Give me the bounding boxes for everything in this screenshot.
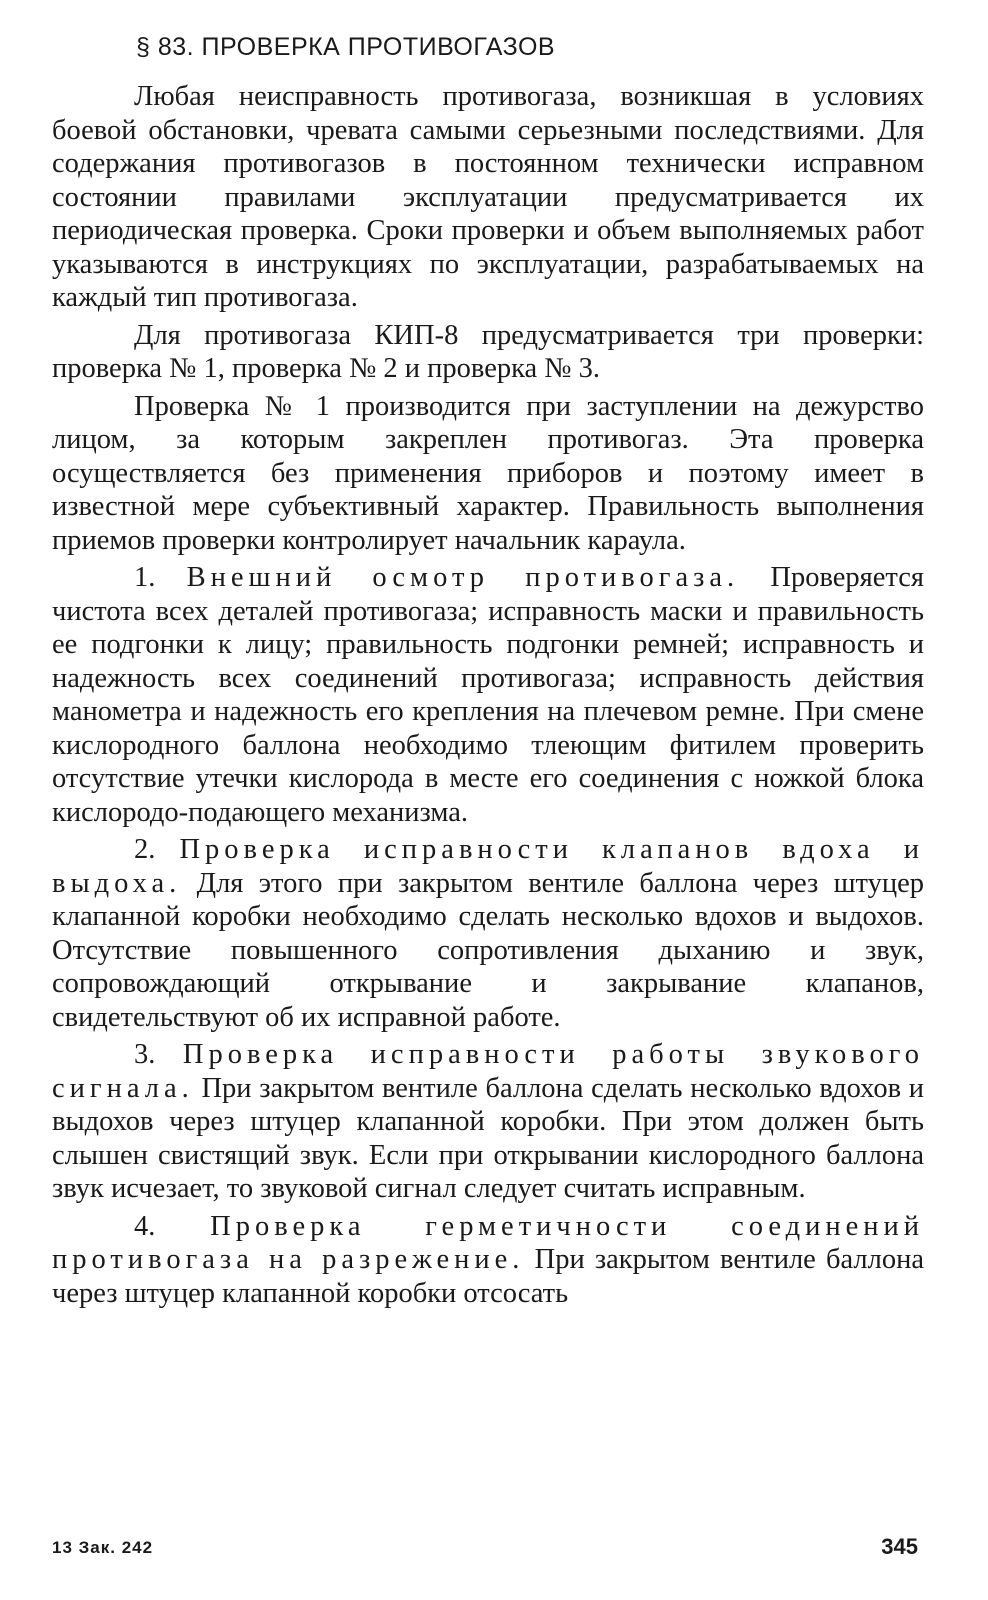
- item-text: При закрытом вентиле баллона сделать несколько вдохов и выдохов через штуцер клапанной коробки. При этом должен быть слышен свистящий звук. Если при открывании кислородного баллона звук исчезает, то звуковой сигнал следует считать исправным.: [52, 1072, 924, 1204]
- item-text: Проверяется чистота всех деталей противогаза; исправность маски и правильность ее подгонки к лицу; правильность подгонки ремней; исправность и надежность всех соединений противогаза; исправность действия манометра и надежность его крепления на плечевом ремне. При смене кислородного баллона необходимо тлеющим фитилем проверить отсутствие утечки кислорода в месте его соединения с ножкой блока кислородо-подающего механизма.: [52, 562, 924, 828]
- item-text: При закрытом вентиле баллона через штуцер клапанной коробки отсосать: [52, 1244, 924, 1309]
- item-number: 3.: [134, 1039, 156, 1070]
- item-heading: Проверка исправности работы звукового сигнала.: [52, 1039, 924, 1104]
- item-number: 1.: [134, 562, 156, 593]
- section-title: § 83. ПРОВЕРКА ПРОТИВОГАЗОВ: [136, 33, 556, 61]
- list-item: [52, 1038, 924, 1206]
- printer-signature: 13 Зак. 242: [52, 1538, 154, 1557]
- paragraph-intro: Любая неисправность противогаза, возникшая в условиях боевой обстановки, чревата самыми серьезными последствиями. Для содержания противогазов в постоянном технически исправном состоянии правилами эксплуатации предусматривается их периодическая проверка. Сроки проверки и объем выполняемых работ указываются в инструкциях по эксплуатации, разрабатываемых на каждый тип противогаза.: [52, 81, 924, 313]
- item-text: Для этого при закрытом вентиле баллона через штуцер клапанной коробки необходимо сделать несколько вдохов и выдохов. Отсутствие повышенного сопротивления дыханию и звук, сопровождающий открывание и закрывание клапанов, свидетельствуют об их исправной работе.: [52, 867, 924, 1033]
- list-item: [52, 561, 924, 829]
- paragraph-checks-list: Для противогаза КИП-8 предусматривается три проверки: проверка № 1, проверка № 2 и проверка № 3.: [52, 319, 924, 384]
- paragraph-check-1: Проверка № 1 производится при заступлении на дежурство лицом, за которым закреплен противогаз. Эта проверка осуществляется без применения приборов и поэтому имеет в известной мере субъективный характер. Правильность выполнения приемов проверки контролирует начальник караула.: [52, 390, 924, 556]
- page-number: 345: [881, 1534, 918, 1559]
- page-body: [52, 28, 924, 1314]
- list-item: [52, 833, 924, 1034]
- list-item: [52, 1210, 924, 1311]
- item-number: 4.: [134, 1210, 156, 1242]
- item-heading: Внешний осмотр противогаза.: [186, 562, 740, 593]
- item-number: 2.: [134, 834, 156, 865]
- item-heading: Проверка герметичности соединений противогаза на разрежение.: [52, 1210, 925, 1275]
- page-footer: [52, 1534, 918, 1568]
- item-heading: Проверка исправности клапанов вдоха и выдоха.: [52, 834, 924, 899]
